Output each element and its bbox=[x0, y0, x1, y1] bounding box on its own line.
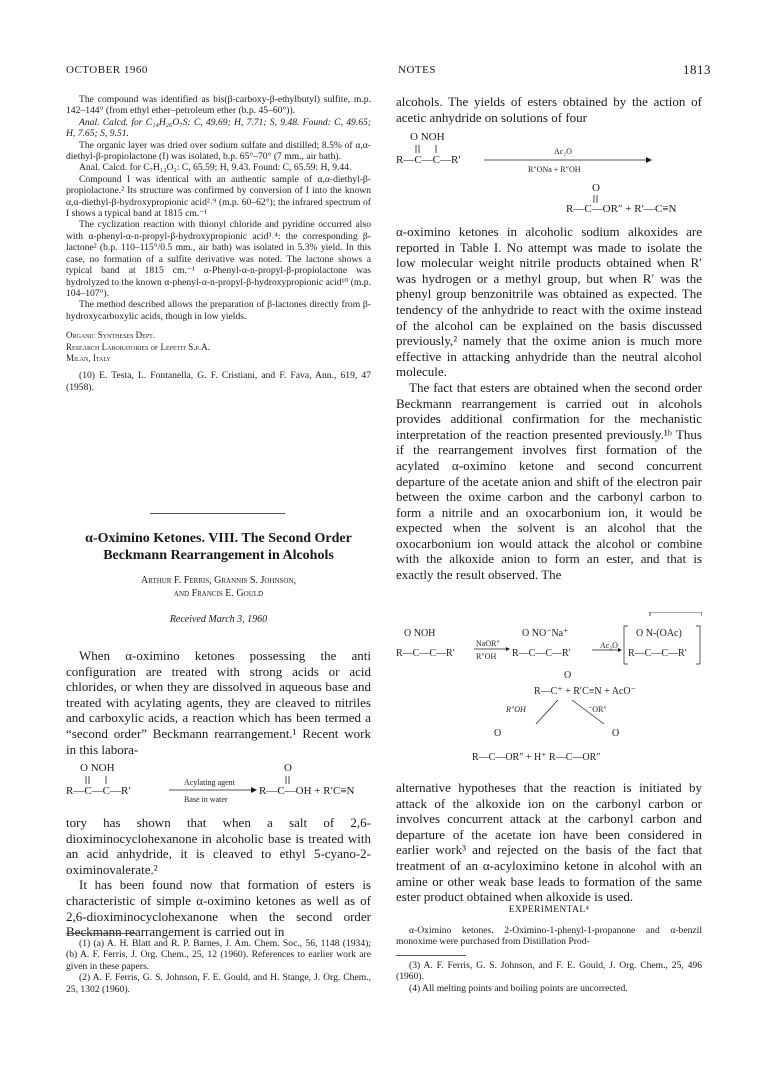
scheme-reagent: NaOR″ bbox=[476, 639, 500, 648]
footnote-divider bbox=[396, 955, 466, 956]
paragraph: The organic layer was dried over sodium sulfate and distilled; 8.5% of α,α-diethyl-β-propiolactone (I) was isolated, b.p. 65°–70° (7 mm., air bath). bbox=[66, 139, 371, 163]
paragraph: alcohols. The yields of esters obtained by the action of acetic anhydride on solutions of four bbox=[396, 94, 702, 125]
scheme-label: O N-(OAc) bbox=[636, 628, 682, 639]
paragraph: The method described allows the preparation of β-lactones directly from β-hydroxycarboxylic acids, though in low yields. bbox=[66, 299, 371, 322]
scheme-label: O bbox=[284, 762, 292, 774]
scheme-reagent: ⁻OR″ bbox=[588, 705, 607, 714]
footnote-divider bbox=[66, 933, 136, 934]
affiliation-line: Milan, Italy bbox=[66, 352, 111, 363]
article-title: Beckmann Rearrangement in Alcohols bbox=[103, 548, 334, 563]
paragraph: alternative hypotheses that the reaction is initiated by attack of the alkoxide ion on the carbonyl carbon or involves concurrent attack at the carbonyl carbon and departure of the acetate ion have been considered in earlier work³ and rejected on the basis of the fact that treatment of an α-acyloximino ketone in alcohol with an amine or other weak base leads to formation of the same ester product obtained when alkoxide is used. bbox=[396, 780, 702, 905]
footnote: (10) E. Testa, L. Fontanella, G. F. Cristiani, and F. Fava, Ann., 619, 47 (1958). bbox=[66, 370, 371, 393]
paragraph: α-Oximino ketones. 2-Oximino-1-phenyl-1-propanone and α-benzil monoxime were purchased from Distillation Prod- bbox=[396, 925, 702, 948]
paragraph: α-oximino ketones in alcoholic sodium alkoxides are reported in Table I. No attempt was made to isolate the low molecular weight nitrile products obtained when R′ was hydrogen or a methyl group, but when R′ was the phenyl group benzonitrile was obtained as expected. The tendency of the anhydride to react with the oxime instead of the alcohol can be explained on the basis discussed previously,² namely that the oxime anion is much more effective in attacking anhydride than the neutral alcohol molecule. bbox=[396, 224, 702, 380]
scheme-label: O bbox=[564, 670, 572, 681]
scheme-structure: R—C⁺ + R′C≡N + AcO⁻ bbox=[534, 686, 636, 697]
affiliation-line: Organic Syntheses Dept. bbox=[66, 330, 156, 341]
scheme-reagent: R″ONa + R″OH bbox=[528, 165, 581, 174]
scheme-structure: R—C—C—R′ bbox=[396, 648, 455, 659]
scheme-product: R—C—OR″ + R′—C≡N bbox=[566, 203, 677, 214]
paragraph: When α-oximino ketones possessing the anti configuration are treated with strong acids or acid chlorides, or when they are dissolved in aqueous base and treated with acylating agents, they are cleaved to nitriles and carboxylic acids, a reaction which has been termed a “second order” Beckmann rearrangement.¹ Recent work in this labora- bbox=[66, 648, 371, 757]
paragraph: Compound I was identical with an authentic sample of α,α-diethyl-β-propiolactone.² Its structure was confirmed by conversion of I into the known α,α-diethyl-β-hydroxypropionic acid²˒⁹ (m.p. 60–62°); the infrared spectrum of I shows a typical band at 1815 cm.⁻¹ bbox=[66, 173, 371, 220]
scheme-product: R—C—OH + R′C≡N bbox=[259, 785, 355, 797]
article-title: α-Oximino Ketones. VIII. The Second Order bbox=[85, 531, 352, 546]
scheme-structure: R—C—C—R′ bbox=[512, 648, 571, 659]
page-number: 1813 bbox=[683, 62, 711, 77]
footnotes-right bbox=[396, 960, 702, 994]
paragraph: Anal. Calcd. for C₁₄H₂₆O₇S: C, 49.69; H, 7.71; S, 9.48. Found: C, 49.65; H, 7.65; S, 9.51. bbox=[66, 116, 371, 140]
experimental-text bbox=[396, 925, 702, 948]
footnote: (2) A. F. Ferris, G. S. Johnson, F. E. Gould, and H. Stange, J. Org. Chem., 25, 1302 (1960). bbox=[66, 972, 371, 995]
article-header bbox=[66, 530, 371, 625]
footnote: (3) A. F. Ferris, G. S. Johnson, and F. E. Gould, J. Org. Chem., 25, 496 (1960). bbox=[396, 960, 702, 983]
scheme-reagent: Ac₂O bbox=[600, 641, 618, 650]
running-header-date: OCTOBER 1960 bbox=[66, 64, 148, 76]
scheme-label: O bbox=[592, 182, 600, 194]
scheme-reactant: R—C—C—R′ bbox=[396, 154, 461, 166]
paragraph: tory has shown that when a salt of 2,6-dioximinocyclohexanone in alcoholic base is treated with an acid anhydride, it is cleaved to ethyl 5-cyano-2-oximinovalerate.² bbox=[66, 815, 371, 877]
right-column-body bbox=[396, 224, 702, 583]
scheme-label: O NOH bbox=[410, 131, 445, 143]
footnote: (4) All melting points and boiling points are uncorrected. bbox=[409, 982, 628, 994]
received-date: Received March 3, 1960 bbox=[169, 614, 268, 625]
author-line: Arthur F. Ferris, Grannis S. Johnson, bbox=[140, 575, 297, 586]
scheme-reagent: Base in water bbox=[184, 795, 228, 804]
scheme-label: O bbox=[612, 728, 620, 739]
paragraph: The fact that esters are obtained when the second order Beckmann rearrangement is carried out in alcohols provides additional confirmation for the mechanistic interpretation of the reaction presented previously.¹ᵇ Thus if the rearrangement involves first formation of the acylated α-oximino ketone and second concurrent departure of the acetate anion and shift of the electron pair between the oxime carbon and the carbonyl carbon to form a nitrile and an oxocarbonium ion, it would be expected when the solvent is an alcohol that the oxocarbonium ion would attack the alcohol or combine with the alkoxide anion to form an ester, and that is exactly the result observed. The bbox=[396, 379, 702, 583]
scheme-label: O NO⁻Na⁺ bbox=[522, 628, 569, 639]
reaction-scheme-1 bbox=[66, 760, 371, 812]
scheme-structure: R—C—C—R′ bbox=[628, 648, 687, 659]
author-line: and Francis E. Gould bbox=[173, 588, 264, 599]
scheme-label: O bbox=[494, 728, 502, 739]
scheme-reagent: R″OH bbox=[476, 652, 497, 661]
scheme-reactant: R—C—C—R′ bbox=[66, 785, 131, 797]
scheme-structure: R—C—OR″ + H⁺ R—C—OR″ bbox=[472, 752, 601, 763]
left-column-top bbox=[66, 94, 371, 393]
right-column-lower bbox=[396, 780, 702, 905]
intro-text-continued bbox=[66, 815, 371, 940]
scheme-label: O NOH bbox=[404, 628, 436, 639]
footnote: (1) (a) A. H. Blatt and R. P. Barnes, J. Am. Chem. Soc., 56, 1148 (1934); (b) A. F. Ferris, J. Org. Chem., 25, 12 (1960). References to earlier work are given in these papers. bbox=[66, 938, 371, 972]
scheme-reagent: Ac₂O bbox=[554, 147, 572, 156]
right-column-top bbox=[396, 94, 702, 125]
intro-text bbox=[66, 648, 371, 757]
section-heading: EXPERIMENTAL⁴ bbox=[508, 905, 590, 915]
paragraph: It has been found now that formation of esters is characteristic of simple α-oximino ketones as well as of 2,6-dioximinocyclohexanone when the second order Beckmann rearrangement is carried out in bbox=[66, 877, 371, 940]
reaction-scheme-2 bbox=[396, 128, 702, 214]
paragraph: Anal. Calcd. for C₇H₁₂O₂: C, 65.59; H, 9.43. Found: C, 65.59: H, 9.44. bbox=[79, 162, 352, 174]
mechanism-scheme bbox=[396, 612, 702, 774]
scheme-reagent: R″OH bbox=[506, 705, 526, 714]
scheme-reagent: Acylating agent bbox=[184, 778, 235, 787]
affiliation-line: Research Laboratories of Lepetit S.p.A. bbox=[66, 341, 210, 352]
paragraph: The compound was identified as bis(β-carboxy-β-ethylbutyl) sulfite, m.p. 142–144° (from ethyl ether–petroleum ether (b.p. 45–60°)). bbox=[66, 94, 371, 117]
divider bbox=[150, 513, 285, 514]
paragraph: The cyclization reaction with thionyl chloride and pyridine occurred also with α-phenyl-α-n-propyl-β-hydroxypropionic acid³˒⁴: the corresponding β-lactone² (b.p. 110–115°/0.5 mm., air bath) was isolated in 5.3% yield. In this case, no formation of a sulfite derivative was noted. The lactone shows a typical band at 1815 cm.⁻¹ α-Phenyl-α-n-propyl-β-propiolactone was hydrolyzed to the known α-phenyl-α-n-propyl-β-hydroxypropionic acid¹⁰ (m.p. 104–107°). bbox=[66, 219, 371, 299]
footnotes-left bbox=[66, 938, 371, 995]
scheme-label: O NOH bbox=[80, 762, 115, 774]
running-header-section: NOTES bbox=[398, 64, 436, 76]
